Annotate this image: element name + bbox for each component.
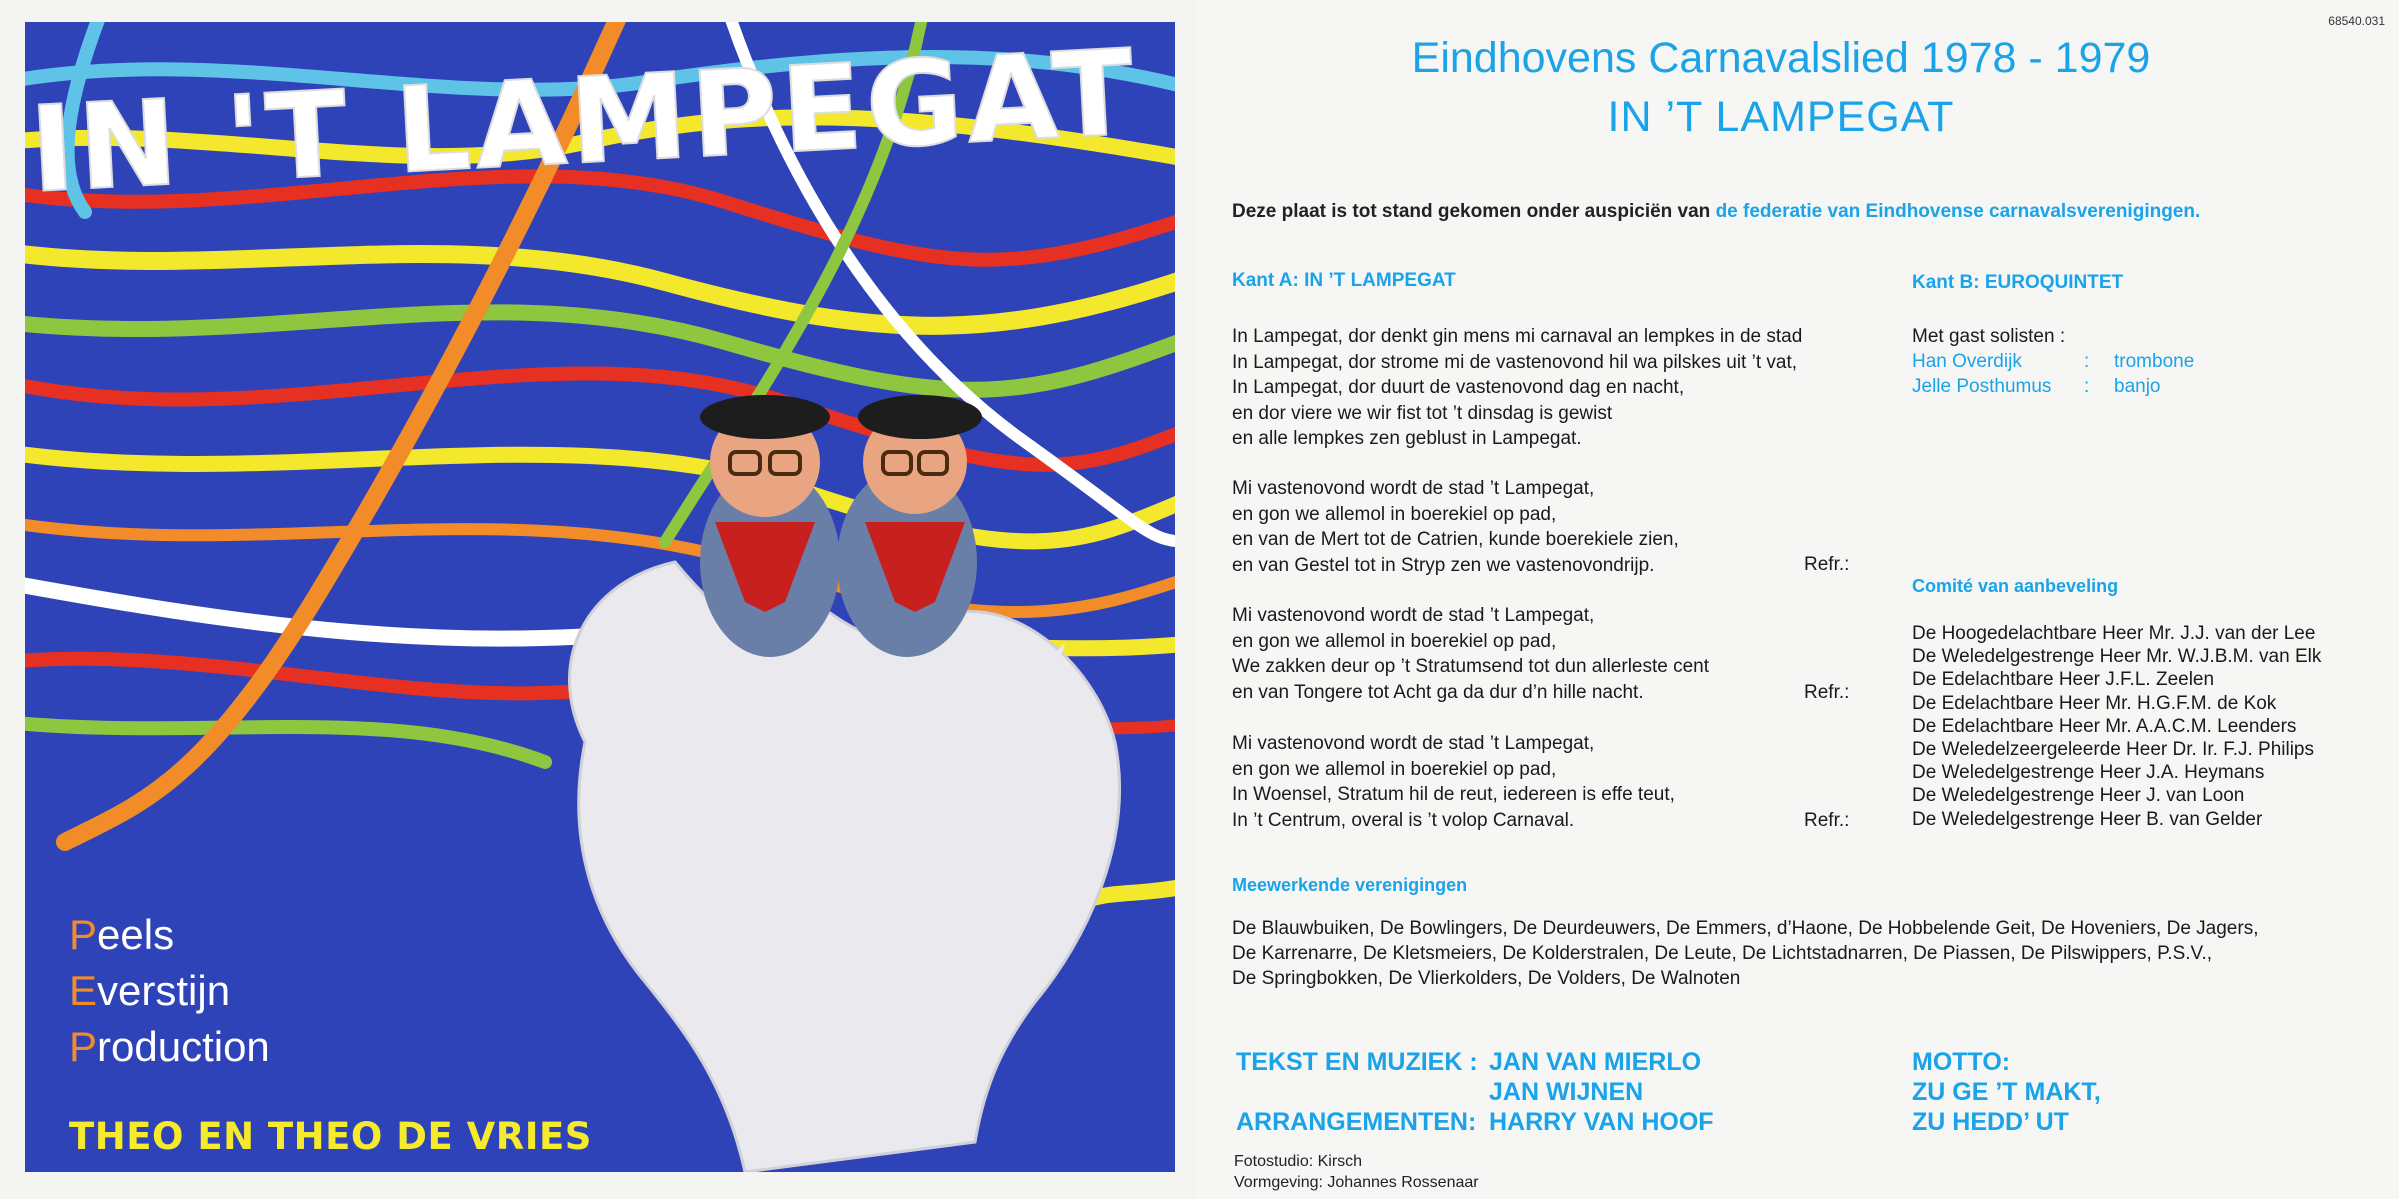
verse-2: Mi vastenovond wordt de stad ’t Lampegat, en gon we allemol in boerekiel op pad, en van de Mert tot de Catrien, kunde boerekiele zien, en van Gestel tot in Stryp zen we vastenovondrijp. — [1232, 478, 1679, 576]
list-item: De Weledelzeergeleerde Heer Dr. Ir. F.J. Philips — [1912, 739, 2314, 761]
writing-credits — [1236, 1047, 1714, 1137]
meewerkende-heading: Meewerkende verenigingen — [1232, 875, 1468, 895]
soloists-label: Met gast solisten : — [1912, 326, 2066, 347]
motto-line: ZU GE ’T MAKT, — [1912, 1078, 2101, 1106]
list-item: De Weledelgestrenge Heer J. van Loon — [1912, 785, 2245, 807]
side-a-heading: Kant A: IN ’T LAMPEGAT — [1232, 270, 1456, 291]
photo-credit: Fotostudio: Kirsch Vormgeving: Johannes Rossenaar — [1234, 1153, 1479, 1191]
refrain-label: Refr.: — [1804, 554, 1850, 575]
tekst-label: TEKST EN MUZIEK : — [1236, 1048, 1478, 1076]
back-cover — [1196, 0, 2399, 1199]
arrangement-name: HARRY VAN HOOF — [1489, 1108, 1714, 1136]
cover-artwork — [25, 22, 1175, 1172]
figures-illustration — [665, 395, 1065, 762]
motto-line: ZU HEDD’ UT — [1912, 1108, 2069, 1136]
front-cover — [0, 0, 1196, 1199]
soloist-row: Jelle Posthumus : banjo — [1912, 376, 2161, 397]
list-item: De Edelachtbare Heer Mr. H.G.F.M. de Kok — [1912, 692, 2277, 714]
tekst-name: JAN VAN MIERLO — [1489, 1048, 1702, 1076]
soloist-row: Han Overdijk : trombone — [1912, 351, 2195, 372]
arrangement-label: ARRANGEMENTEN: — [1236, 1108, 1477, 1136]
svg-text:IN 'T LAMPEGAT: IN 'T LAMPEGAT — [27, 23, 1141, 219]
tekst-name: JAN WIJNEN — [1489, 1078, 1644, 1106]
pep-line: Production — [69, 1023, 270, 1070]
side-b-heading: Kant B: EUROQUINTET — [1912, 272, 2124, 293]
federation-name: de federatie van Eindhovense carnavalsverenigingen. — [1715, 201, 2201, 222]
pep-credit — [69, 907, 270, 1075]
header-line-2: IN ’T LAMPEGAT — [1607, 93, 1955, 141]
list-item: De Weledelgestrenge Heer J.A. Heymans — [1912, 762, 2265, 784]
list-item: De Hoogedelachtbare Heer Mr. J.J. van der Lee — [1912, 623, 2316, 644]
soloists — [1912, 324, 2194, 399]
pep-line: Everstijn — [69, 967, 231, 1014]
cover-title — [25, 22, 1175, 242]
meewerkende-list: De Blauwbuiken, De Bowlingers, De Deurdeuwers, De Emmers, d’Haone, De Hobbelende Geit, De Hoveniers, De Jagers, De Karrenarre, De Kletsmeiers, De Kolderstralen, De Leute, De Lichtstadnarren, De Piassen, De Pilswippers, P.S.V., De Springbokken, De Vlierkolders, De Volders, De Walnoten — [1232, 918, 2259, 989]
pep-line: Peels — [69, 911, 175, 958]
artist-name: THEO EN THEO DE VRIES — [69, 1115, 592, 1158]
refrain-label: Refr.: — [1804, 810, 1850, 831]
verse-4: Mi vastenovond wordt de stad ’t Lampegat, en gon we allemol in boerekiel op pad, In Woensel, Stratum hil de reut, iedereen is effe teut, In ’t Centrum, overal is ’t volop Carnaval. — [1232, 733, 1675, 831]
list-item: De Edelachtbare Heer J.F.L. Zeelen — [1912, 669, 2215, 691]
list-item: De Weledelgestrenge Heer B. van Gelder — [1912, 808, 2263, 830]
list-item: De Edelachtbare Heer Mr. A.A.C.M. Leenders — [1912, 715, 2297, 737]
refrain-label: Refr.: — [1804, 682, 1850, 703]
motto — [1912, 1047, 2101, 1137]
intro-text: Deze plaat is tot stand gekomen onder auspiciën van de federatie van Eindhovense carnavalsverenigingen. — [1232, 201, 2201, 222]
comite-list — [1912, 622, 2321, 831]
comite-heading: Comité van aanbeveling — [1912, 576, 2119, 596]
motto-label: MOTTO: — [1912, 1048, 2011, 1076]
verse-3: Mi vastenovond wordt de stad ’t Lampegat, en gon we allemol in boerekiel op pad, We zakken deur op ’t Stratumsend tot dun allerleste cent en van Tongere tot Acht ga da dur d’n hille nacht. — [1232, 605, 1710, 703]
header-line-1: Eindhovens Carnavalslied 1978 - 1979 — [1411, 34, 2151, 82]
list-item: De Weledelgestrenge Heer Mr. W.J.B.M. van Elk — [1912, 646, 2322, 668]
catalog-number: 68540.031 — [2328, 14, 2385, 28]
verse-1: In Lampegat, dor denkt gin mens mi carnaval an lempkes in de stad In Lampegat, dor strome mi de vastenovond hil wa pilskes uit ’t vat, In Lampegat, dor duurt de vastenovond dag en nacht, en dor viere we wir fist tot ’t dinsdag is gewist en alle lempkes zen geblust in Lampegat. — [1232, 326, 1803, 449]
